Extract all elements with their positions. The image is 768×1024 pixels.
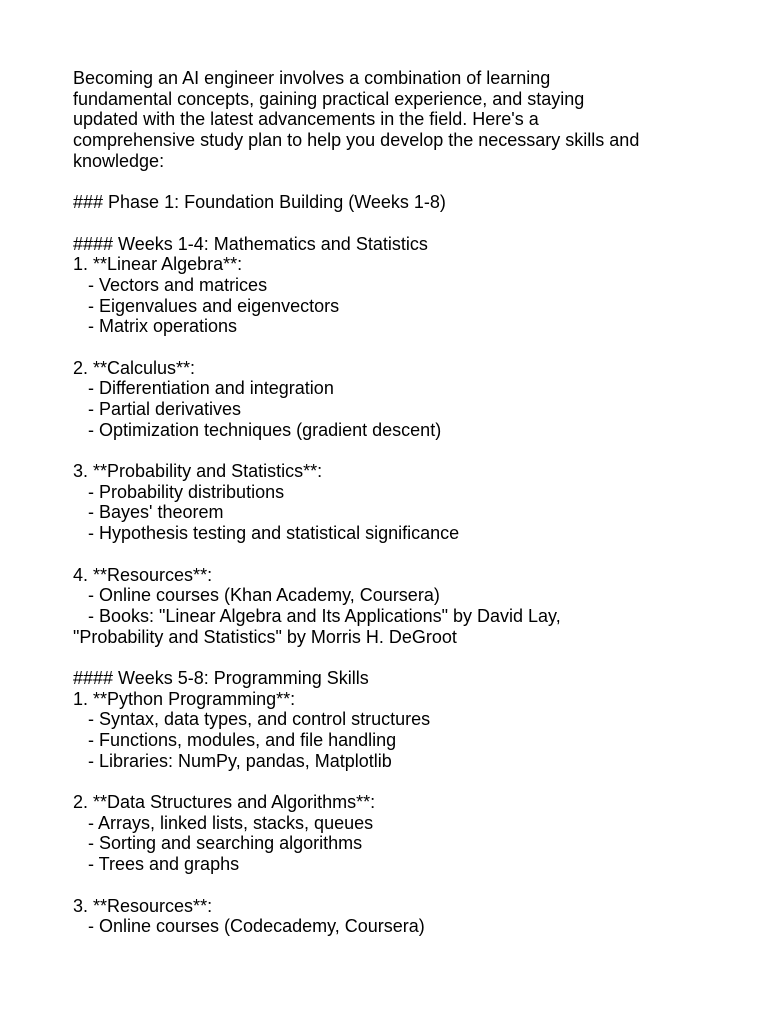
subsection-heading: #### Weeks 1-4: Mathematics and Statistics bbox=[73, 233, 428, 254]
sub-list-item: - Online courses (Khan Academy, Coursera) bbox=[73, 585, 440, 606]
list-item: 1. **Python Programming**: bbox=[73, 688, 296, 709]
subsection-heading: #### Weeks 5-8: Programming Skills bbox=[73, 667, 369, 688]
list-item: 4. **Resources**: bbox=[73, 564, 213, 585]
text-line: updated with the latest advancements in the field. Here's a bbox=[73, 109, 539, 130]
sub-list-item: - Sorting and searching algorithms bbox=[73, 833, 363, 854]
sub-list-item: - Books: "Linear Algebra and Its Applications" by David Lay, bbox=[73, 605, 561, 626]
sub-list-item: - Functions, modules, and file handling bbox=[73, 730, 397, 750]
blank-line bbox=[73, 337, 733, 358]
sub-list-item: - Libraries: NumPy, pandas, Matplotlib bbox=[73, 750, 392, 771]
sub-list-item: - Trees and graphs bbox=[73, 854, 240, 875]
wrapped-line: "Probability and Statistics" by Morris H. DeGroot bbox=[73, 626, 457, 647]
sub-list-item: - Probability distributions bbox=[73, 481, 285, 502]
text-line: fundamental concepts, gaining practical experience, and staying bbox=[73, 88, 585, 109]
sub-list-item: - Matrix operations bbox=[73, 316, 238, 337]
text-line: comprehensive study plan to help you develop the necessary skills and bbox=[73, 130, 640, 151]
sub-list-item: - Online courses (Codecademy, Coursera) bbox=[73, 916, 425, 937]
list-item: 3. **Resources**: bbox=[73, 895, 213, 916]
blank-line bbox=[73, 171, 733, 192]
sub-list-item: - Eigenvalues and eigenvectors bbox=[73, 295, 340, 316]
sub-list-item: - Partial derivatives bbox=[73, 399, 242, 419]
blank-line bbox=[73, 875, 733, 896]
text-line: Becoming an AI engineer involves a combination of learning bbox=[73, 68, 551, 88]
blank-line bbox=[73, 647, 733, 668]
sub-list-item: - Hypothesis testing and statistical significance bbox=[73, 523, 460, 544]
sub-list-item: - Differentiation and integration bbox=[73, 378, 334, 399]
sub-list-item: - Syntax, data types, and control structures bbox=[73, 709, 431, 730]
blank-line bbox=[73, 440, 733, 461]
text-line: knowledge: bbox=[73, 150, 165, 171]
sub-list-item: - Vectors and matrices bbox=[73, 274, 268, 295]
list-item: 2. **Data Structures and Algorithms**: bbox=[73, 792, 376, 813]
list-item: 2. **Calculus**: bbox=[73, 357, 196, 378]
list-item: 3. **Probability and Statistics**: bbox=[73, 461, 323, 482]
blank-line bbox=[73, 213, 733, 234]
list-item: 1. **Linear Algebra**: bbox=[73, 254, 243, 275]
blank-line bbox=[73, 771, 733, 792]
document-body bbox=[73, 68, 733, 937]
blank-line bbox=[73, 544, 733, 565]
section-heading: ### Phase 1: Foundation Building (Weeks 1-8) bbox=[73, 192, 446, 213]
sub-list-item: - Optimization techniques (gradient descent) bbox=[73, 419, 442, 440]
sub-list-item: - Bayes' theorem bbox=[73, 502, 224, 523]
sub-list-item: - Arrays, linked lists, stacks, queues bbox=[73, 812, 374, 833]
